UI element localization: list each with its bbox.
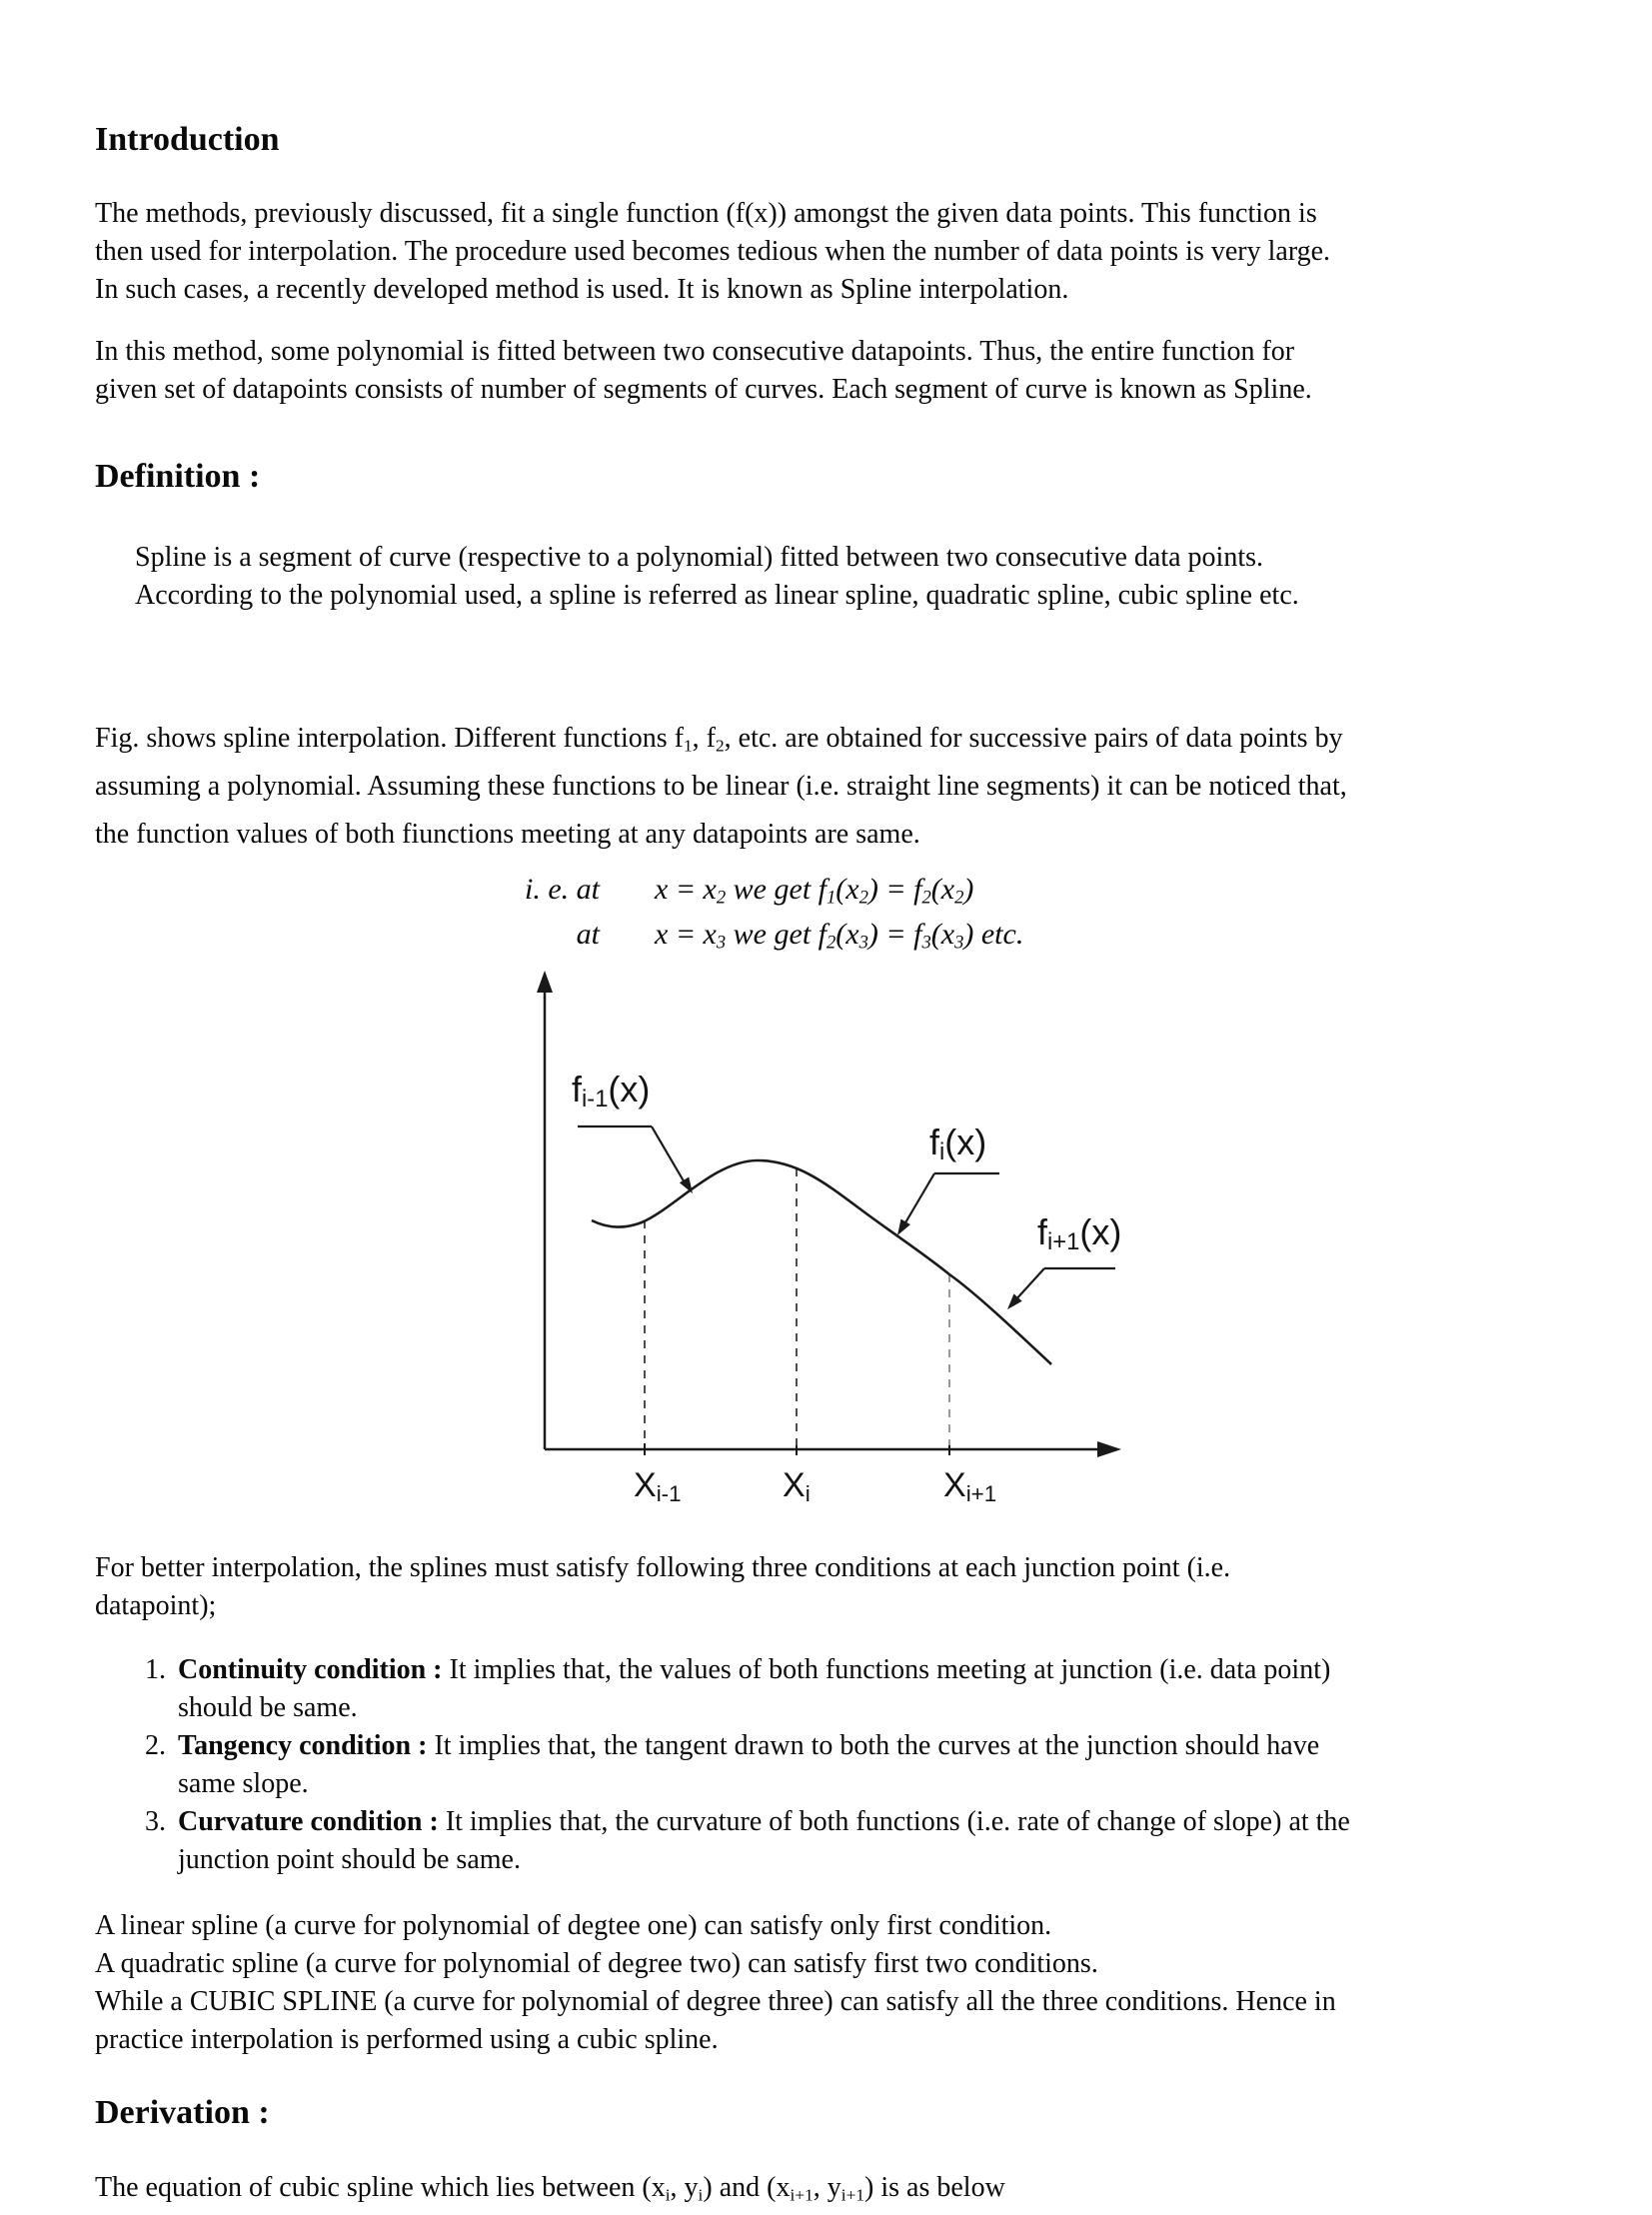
condition-3-number: 3. [145, 1806, 166, 1837]
text-line: In this method, some polynomial is fitted between two consecutive datapoints. Thus, the entire function for [95, 336, 1295, 367]
text-line: According to the polynomial used, a spline is referred as linear spline, quadratic spline, cubic spline etc. [135, 580, 1299, 611]
math-row-2-equation: $x = x_3$ we get $f_2(x_3) = f_3(x_3)$ etc. [655, 918, 1024, 954]
text-line: In such cases, a recently developed method is used. It is known as Spline interpolation. [95, 274, 1069, 305]
condition-item-1 [145, 1651, 1557, 1727]
spline-types-paragraph [95, 1907, 1557, 2059]
text-line: datapoint); [95, 1590, 217, 1621]
math-row-1 [505, 867, 1557, 912]
conditions-list [145, 1651, 1557, 1879]
text-line: The methods, previously discussed, fit a single function (f(x)) amongst the given data points. This function is [95, 198, 1317, 229]
conditions-intro-paragraph [95, 1549, 1557, 1625]
text-line: practice interpolation is performed using a cubic spline. [95, 2024, 719, 2055]
spline-figure [500, 957, 1179, 1541]
definition-paragraph [95, 539, 1557, 615]
condition-3-line-1: Curvature condition : It implies that, the curvature of both functions (i.e. rate of change of slope) at the [178, 1806, 1350, 1837]
f-next-arrow-shaft [1014, 1268, 1044, 1301]
text-line: then used for interpolation. The procedure used becomes tedious when the number of data points is very large. [95, 236, 1331, 267]
text-line: While a CUBIC SPLINE (a curve for polynomial of degree three) can satisfy all the three conditions. Hence in [95, 1986, 1336, 2017]
condition-1-line-2: should be same. [178, 1692, 358, 1723]
text-line: The equation of cubic spline which lies between ($x_i$, $y_i$) and ($x_{i+1}$, $y_{i+1}$) is as below [95, 2172, 1005, 2205]
condition-1-line-1: Continuity condition : It implies that, the values of both functions meeting at junction (i.e. data point) [178, 1654, 1331, 1685]
f-i-arrow-shaft [904, 1173, 934, 1224]
text-line: the function values of both fiunctions meeting at any datapoints are same. [95, 819, 920, 850]
curve-label-f-prev: $f_{i-1}(x)$ [572, 1069, 651, 1113]
f-prev-arrow-shaft [652, 1126, 686, 1184]
condition-1-number: 1. [145, 1654, 166, 1685]
derivation-heading: Derivation : [95, 2094, 270, 2131]
condition-2-line-2: same slope. [178, 1768, 309, 1799]
condition-2-number: 2. [145, 1730, 166, 1761]
condition-3-title: Curvature condition : [178, 1806, 439, 1837]
y-axis-arrow-icon [537, 971, 553, 993]
curve-label-f-next: $f_{i+1}(x)$ [1037, 1211, 1122, 1256]
condition-3-line-2: junction point should be same. [178, 1844, 521, 1875]
intro-paragraph-1 [95, 195, 1557, 309]
f-i-arrow-icon [897, 1219, 910, 1236]
text-line: given set of datapoints consists of number of segments of curves. Each segment of curve is known as Spline. [95, 374, 1312, 405]
condition-item-2 [145, 1727, 1557, 1803]
spline-curve [592, 1160, 1051, 1364]
text-line: Spline is a segment of curve (respective to a polynomial) fitted between two consecutive data points. [135, 542, 1263, 573]
math-block [505, 867, 1557, 957]
intro-heading: Introduction [95, 121, 280, 158]
math-row-2 [505, 912, 1557, 957]
definition-heading: Definition : [95, 458, 261, 495]
axis-label-x-i: $X_i$ [783, 1466, 811, 1506]
condition-1-title: Continuity condition : [178, 1654, 443, 1685]
curve-label-f-i: $f_i(x)$ [929, 1121, 987, 1166]
math-row-1-equation: $x = x_2$ we get $f_1(x_2) = f_2(x_2)$ [655, 873, 974, 909]
intro-paragraph-2 [95, 333, 1557, 409]
x-axis-arrow-icon [1097, 1441, 1121, 1457]
text-line: assuming a polynomial. Assuming these functions to be linear (i.e. straight line segments) it can be noticed that, [95, 771, 1347, 802]
figure-description-paragraph [95, 715, 1557, 859]
text-line: For better interpolation, the splines must satisfy following three conditions at each junction point (i.e. [95, 1552, 1231, 1583]
math-row-2-label: at [576, 918, 600, 951]
axis-label-x-next: $X_{i+1}$ [943, 1466, 997, 1506]
condition-2-line-1: Tangency condition : It implies that, the tangent drawn to both the curves at the junction should have [178, 1730, 1320, 1761]
axis-label-x-prev: $X_{i-1}$ [634, 1466, 682, 1506]
condition-2-title: Tangency condition : [178, 1730, 428, 1761]
text-line: Fig. shows spline interpolation. Different functions $f_1$, $f_2$, etc. are obtained for successive pairs of data points by [95, 723, 1343, 756]
condition-item-3 [145, 1803, 1557, 1879]
math-row-1-label: i. e. at [525, 873, 600, 906]
text-line: A quadratic spline (a curve for polynomial of degree two) can satisfy first two conditions. [95, 1948, 1098, 1979]
text-line: A linear spline (a curve for polynomial of degtee one) can satisfy only first condition. [95, 1910, 1052, 1941]
derivation-intro-paragraph [95, 2169, 1557, 2207]
